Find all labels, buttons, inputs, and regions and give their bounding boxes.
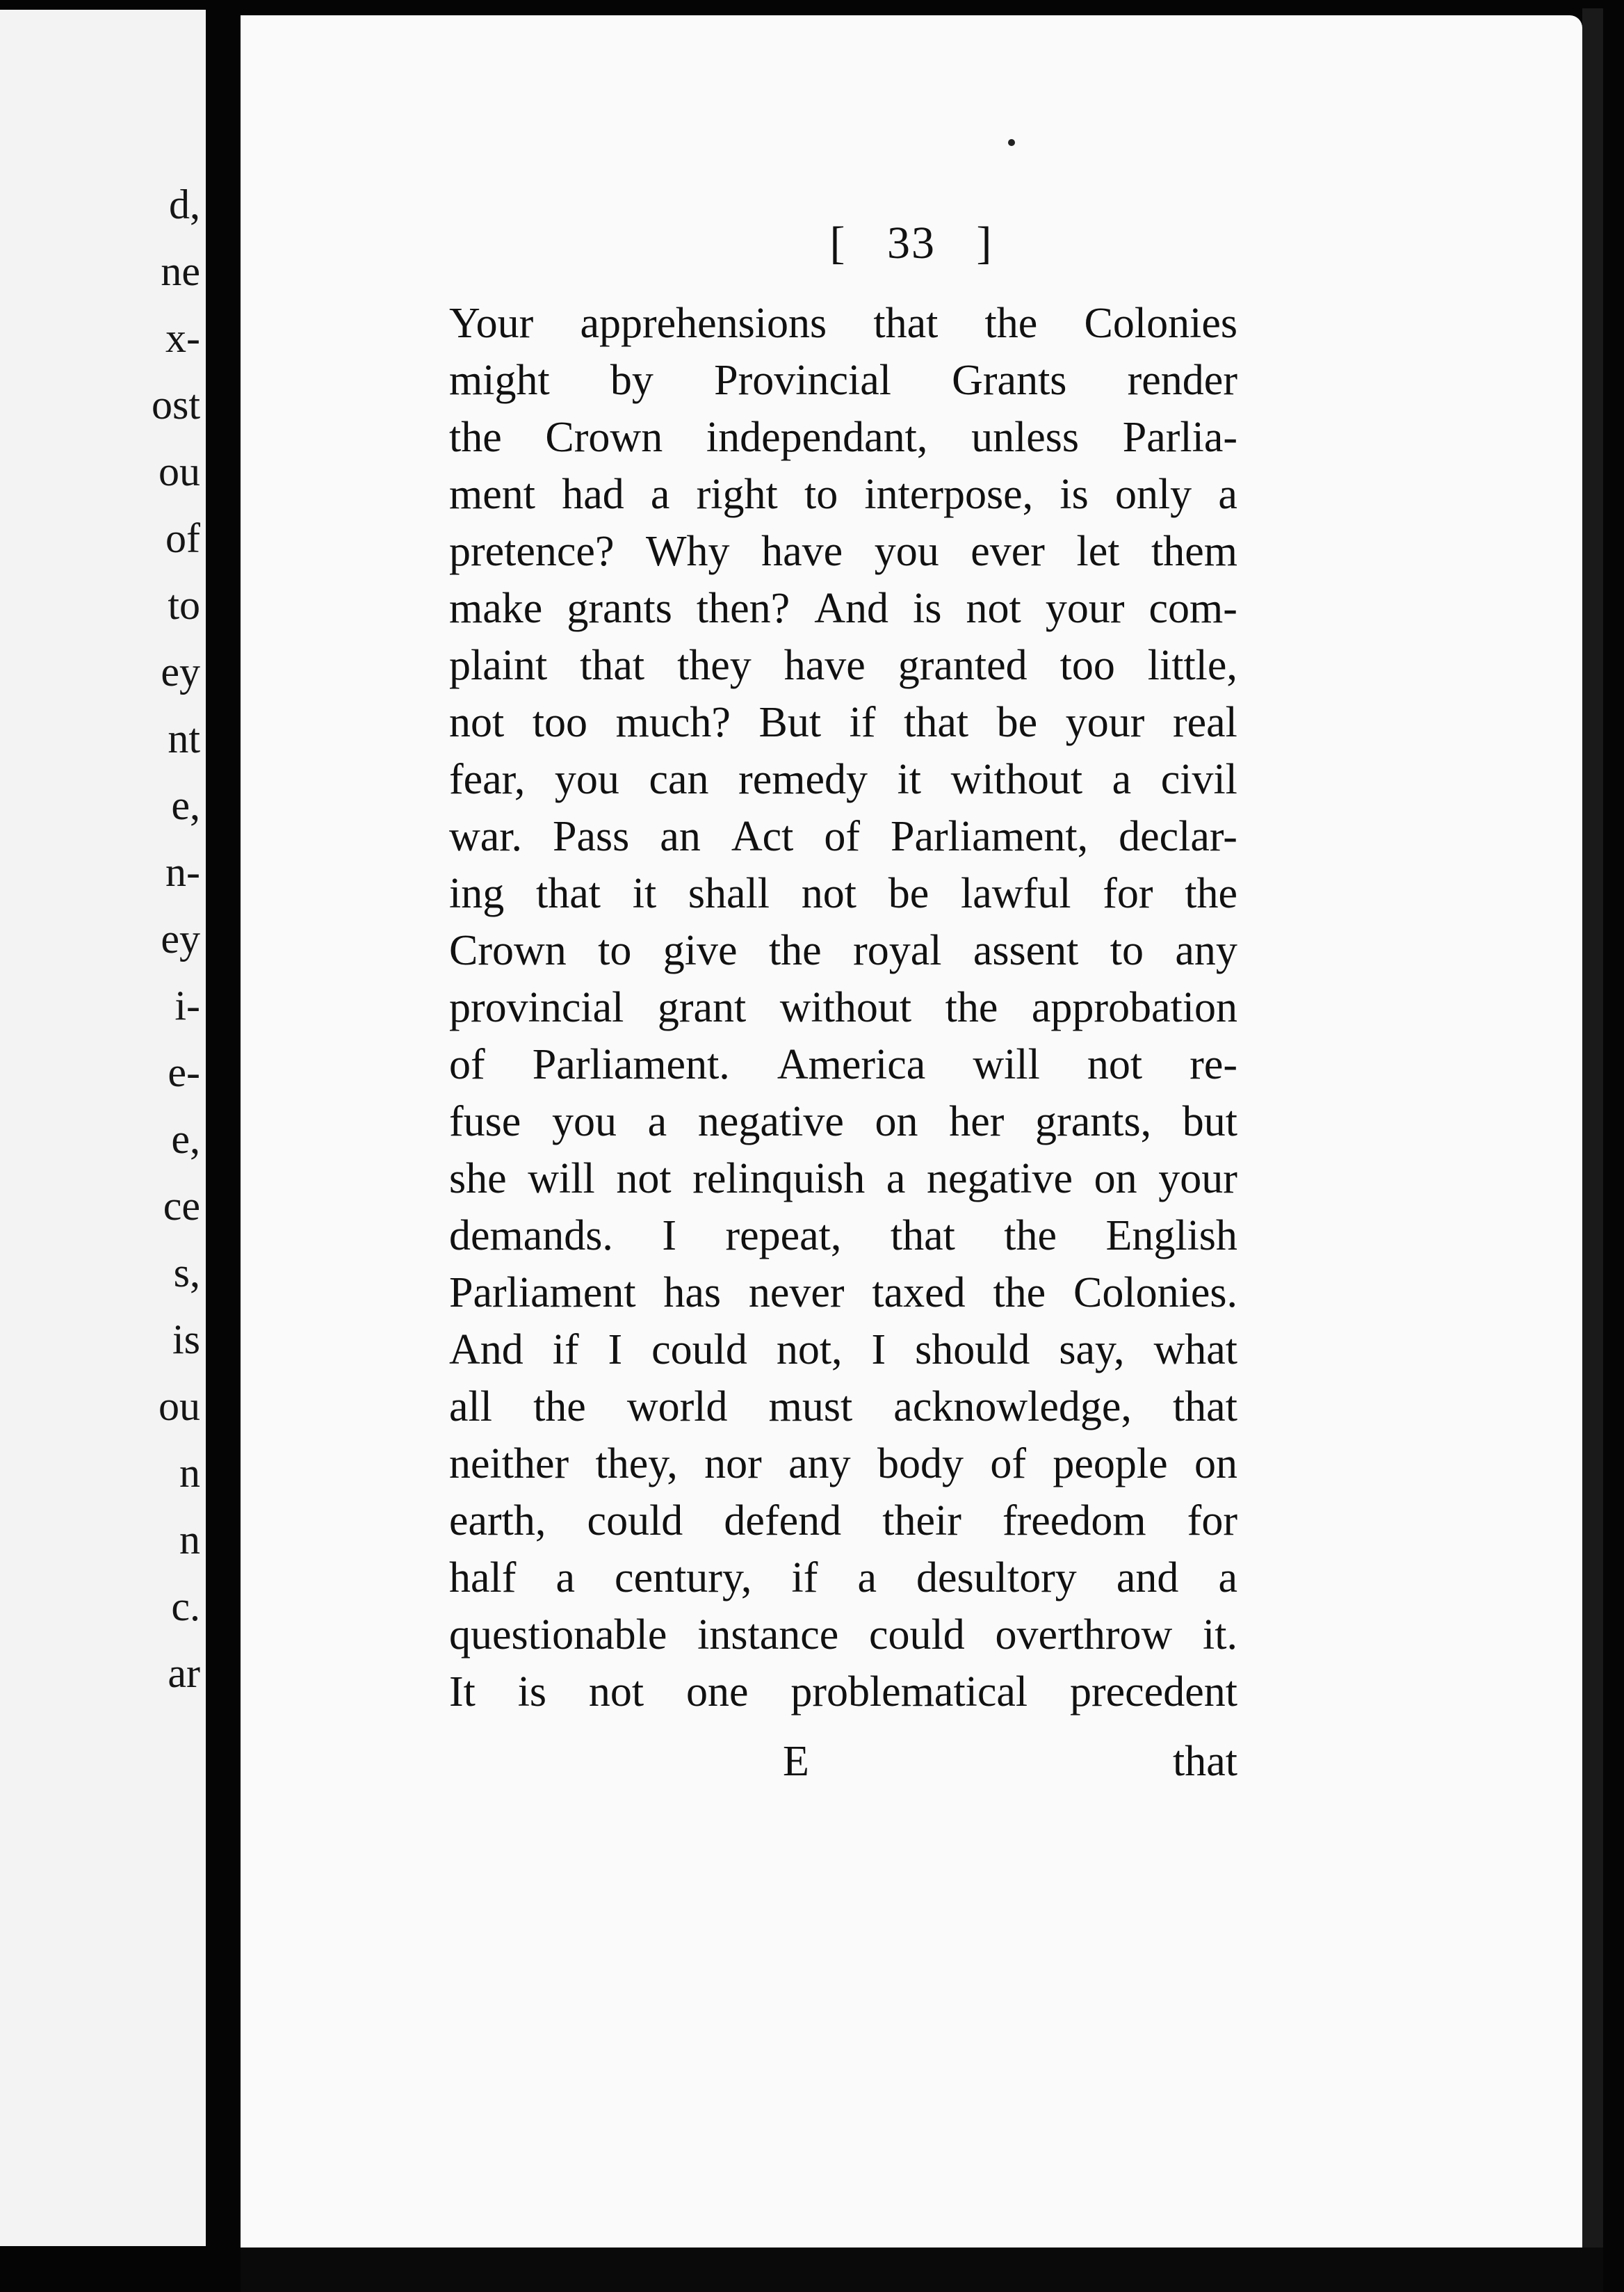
bottom-shadow xyxy=(241,2247,1603,2292)
catchword: that xyxy=(1173,1738,1237,1785)
text-line: fuse you a negative on her grants, but xyxy=(449,1098,1237,1145)
left-page-fragment xyxy=(0,10,206,2246)
left-page-text-fragment: nt xyxy=(168,716,200,761)
left-page-text-fragment: d, xyxy=(169,181,200,227)
text-line: plaint that they have granted too little, xyxy=(449,642,1237,689)
text-line: Your apprehensions that the Colonies xyxy=(449,300,1237,347)
text-line: not too much? But if that be your real xyxy=(449,699,1237,746)
text-line: ment had a right to interpose, is only a xyxy=(449,471,1237,518)
left-page-text-fragment: ne xyxy=(161,248,200,294)
left-page-text-fragment: n- xyxy=(165,849,200,895)
text-line: fear, you can remedy it without a civil xyxy=(449,756,1237,803)
left-page-text-fragment: i- xyxy=(174,983,200,1028)
text-line: provincial grant without the approbation xyxy=(449,984,1237,1031)
text-line: war. Pass an Act of Parliament, declar- xyxy=(449,813,1237,860)
text-line: might by Provincial Grants render xyxy=(449,357,1237,404)
text-line: half a century, if a desultory and a xyxy=(449,1554,1237,1601)
left-page-text-fragment: ar xyxy=(168,1650,200,1696)
text-line: demands. I repeat, that the English xyxy=(449,1212,1237,1259)
left-page-text-fragment: e, xyxy=(171,782,200,828)
left-page-text-fragment: ce xyxy=(163,1183,200,1229)
text-line: questionable instance could overthrow it. xyxy=(449,1611,1237,1659)
text-line: all the world must acknowledge, that xyxy=(449,1383,1237,1430)
text-line: ing that it shall not be lawful for the xyxy=(449,870,1237,917)
left-page-text-fragment: to xyxy=(168,582,200,628)
catch-line xyxy=(449,1733,1237,1790)
text-line: the Crown independant, unless Parlia- xyxy=(449,414,1237,461)
text-line: And if I could not, I should say, what xyxy=(449,1326,1237,1373)
text-line: Crown to give the royal assent to any xyxy=(449,927,1237,974)
text-line: make grants then? And is not your com- xyxy=(449,585,1237,632)
left-page-text-fragment: e- xyxy=(168,1049,200,1095)
ink-speck xyxy=(1008,139,1015,146)
left-page-text-fragment: s, xyxy=(173,1250,200,1296)
text-line: neither they, nor any body of people on xyxy=(449,1440,1237,1487)
left-page-text-fragment: ou xyxy=(159,1383,200,1429)
left-page-text-fragment: is xyxy=(172,1316,200,1362)
body-text xyxy=(449,295,1237,1720)
page-number xyxy=(241,217,1582,270)
text-line: It is not one problematical precedent xyxy=(449,1668,1237,1716)
text-line: earth, could defend their freedom for xyxy=(449,1497,1237,1544)
text-line: Parliament has never taxed the Colonies. xyxy=(449,1269,1237,1316)
folio-bracket-open: [ xyxy=(829,218,847,268)
left-page-text-fragment: ost xyxy=(151,382,200,428)
left-page-text-fragment: ey xyxy=(161,916,200,962)
text-line: of Parliament. America will not re- xyxy=(449,1041,1237,1088)
left-page-text-fragment: n xyxy=(179,1450,200,1496)
folio-number: 33 xyxy=(887,218,936,268)
left-page-text-fragment: ey xyxy=(161,649,200,695)
left-page-text-fragment: c. xyxy=(171,1583,200,1629)
book-page xyxy=(241,15,1582,2264)
signature-mark: E xyxy=(783,1738,809,1785)
folio-bracket-close: ] xyxy=(976,218,993,268)
text-line: she will not relinquish a negative on your xyxy=(449,1155,1237,1202)
left-page-text-fragment: n xyxy=(179,1517,200,1563)
left-page-text-fragment: e, xyxy=(171,1116,200,1162)
left-page-text-fragment: x- xyxy=(165,315,200,361)
left-page-text-fragment: ou xyxy=(159,449,200,494)
text-line: pretence? Why have you ever let them xyxy=(449,528,1237,575)
page-edge-shadow xyxy=(1582,8,1603,2275)
left-page-text-fragment: of xyxy=(165,515,200,561)
